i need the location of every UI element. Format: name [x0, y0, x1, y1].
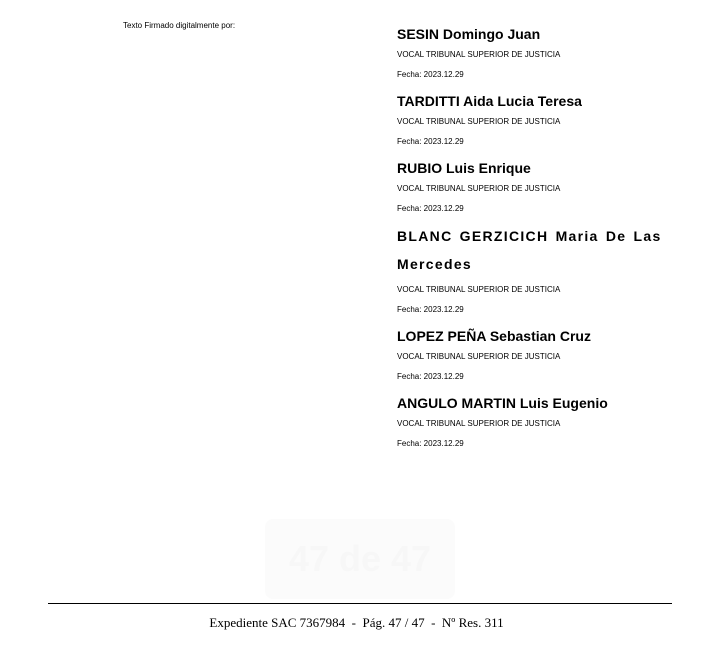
signer-block [397, 327, 669, 382]
signed-by-label: Texto Firmado digitalmente por: [123, 21, 236, 30]
signer-name: ANGULO MARTIN Luis Eugenio [397, 395, 608, 411]
signer-role: VOCAL TRIBUNAL SUPERIOR DE JUSTICIA [397, 285, 561, 294]
signer-block [397, 25, 669, 80]
signer-name: BLANC GERZICICH Maria De Las Mercedes [397, 228, 662, 272]
signer-date: Fecha: 2023.12.29 [397, 372, 464, 381]
signer-block [397, 92, 669, 147]
signer-name: RUBIO Luis Enrique [397, 160, 531, 176]
signers-list [397, 25, 669, 461]
signer-date: Fecha: 2023.12.29 [397, 137, 464, 146]
signer-name: SESIN Domingo Juan [397, 26, 541, 42]
signer-role: VOCAL TRIBUNAL SUPERIOR DE JUSTICIA [397, 419, 561, 428]
signer-role: VOCAL TRIBUNAL SUPERIOR DE JUSTICIA [397, 184, 561, 193]
page-footer: Expediente SAC 7367984 - Pág. 47 / 47 - Nº Res. 311 [209, 615, 504, 630]
signer-date: Fecha: 2023.12.29 [397, 305, 464, 314]
page-watermark: 47 de 47 [265, 519, 455, 599]
signer-role: VOCAL TRIBUNAL SUPERIOR DE JUSTICIA [397, 50, 561, 59]
signer-name: TARDITTI Aida Lucia Teresa [397, 93, 582, 109]
signer-date: Fecha: 2023.12.29 [397, 439, 464, 448]
signer-date: Fecha: 2023.12.29 [397, 70, 464, 79]
signer-name: LOPEZ PEÑA Sebastian Cruz [397, 328, 591, 344]
signer-role: VOCAL TRIBUNAL SUPERIOR DE JUSTICIA [397, 352, 561, 361]
signer-date: Fecha: 2023.12.29 [397, 204, 464, 213]
signer-block [397, 222, 669, 315]
signer-role: VOCAL TRIBUNAL SUPERIOR DE JUSTICIA [397, 117, 561, 126]
footer-divider [48, 603, 672, 604]
signer-block [397, 159, 669, 214]
signer-block [397, 394, 669, 449]
